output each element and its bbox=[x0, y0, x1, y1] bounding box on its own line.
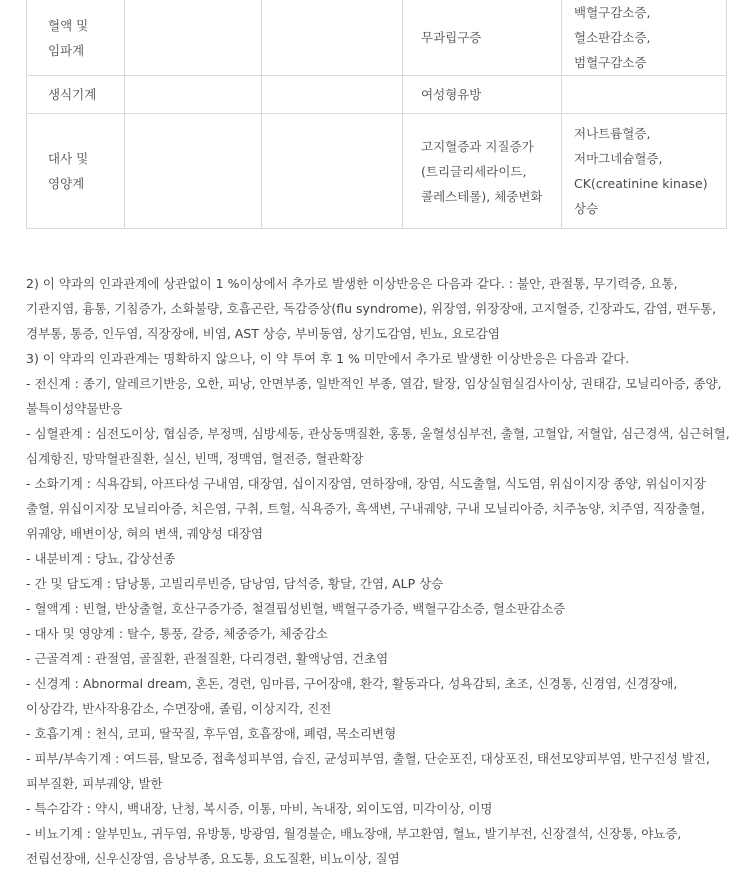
table-cell: 고지혈증과 지질증가(트리글리세라이드, 콜레스테롤), 체중변화 bbox=[403, 114, 562, 229]
table-cell: 여성형유방 bbox=[403, 76, 562, 114]
list-item-special-senses: - 특수감각 : 약시, 백내장, 난청, 복시증, 이통, 마비, 녹내장, 외이도염, 미각이상, 이명 bbox=[26, 801, 493, 816]
table-cell-system: 혈액 및 임파계 bbox=[27, 0, 125, 76]
list-item-nervous: - 신경계 : Abnormal dream, 혼돈, 경련, 임마름, 구어장애, 환각, 활동과다, 성욕감퇴, 초조, 신경통, 신경염, 신경장애, 이상감각, 반사작용감소, 수면장애, 졸림, 이상지각, 진전 bbox=[26, 676, 678, 716]
table-row-reproductive bbox=[27, 76, 727, 114]
table-cell: 백혈구감소증, 혈소판감소증, 범혈구감소증 bbox=[562, 0, 727, 76]
table-row-blood-lymph bbox=[27, 0, 727, 76]
list-item-general: - 전신계 : 종기, 알레르기반응, 오한, 피낭, 안면부종, 일반적인 부종, 열감, 탈장, 임상실험실검사이상, 권태감, 모닐리아증, 종양, 불특이성약물반응 bbox=[26, 376, 722, 416]
list-item-respiratory: - 호흡기계 : 천식, 코피, 딸꾹질, 후두염, 호흡장애, 폐렴, 목소리변형 bbox=[26, 726, 397, 741]
list-item-urogenital: - 비뇨기계 : 알부민뇨, 귀두염, 유방통, 방광염, 월경불순, 배뇨장애, 부고환염, 혈뇨, 발기부전, 신장결석, 신장통, 야뇨증, 전립선장애, 신우신장염, 음낭부종, 요도통, 요도질환, 비뇨이상, 질염 bbox=[26, 826, 682, 866]
adverse-reaction-text bbox=[26, 271, 732, 871]
table-cell bbox=[262, 76, 403, 114]
table-cell bbox=[125, 76, 262, 114]
list-item-endocrine: - 내분비계 : 당뇨, 갑상선종 bbox=[26, 551, 176, 566]
table-cell bbox=[125, 114, 262, 229]
table-cell bbox=[125, 0, 262, 76]
adverse-reaction-table bbox=[26, 0, 727, 229]
table-cell bbox=[562, 76, 727, 114]
table-cell: 무과립구증 bbox=[403, 0, 562, 76]
list-item-blood: - 혈액계 : 빈혈, 반상출혈, 호산구증가증, 철결핍성빈혈, 백혈구증가증, 백혈구감소증, 혈소판감소증 bbox=[26, 601, 566, 616]
list-item-digestive: - 소화기계 : 식욕감퇴, 아프타성 구내염, 대장염, 십이지장염, 연하장애, 장염, 식도출혈, 식도염, 위십이지장 종양, 위십이지장 출혈, 위십이지장 모닐리아증, 치은염, 구취, 트헐, 식욕증가, 흑색변, 구내궤양, 구내 모닐리아증, 치주농양, 치주염, 직장출혈, 위궤양, 배변이상, 혀의 변색, 궤양성 대장염 bbox=[26, 476, 706, 541]
table-cell-system: 생식기계 bbox=[27, 76, 125, 114]
list-item-cardiovascular: - 심혈관계 : 심전도이상, 협심증, 부정맥, 심방세동, 관상동맥질환, 홍통, 울혈성심부전, 출혈, 고혈압, 저혈압, 심근경색, 심근허혈, 심계항진, 망막혈관질환, 실신, 빈맥, 정맥염, 혈전증, 혈관확장 bbox=[26, 426, 730, 466]
table-cell bbox=[262, 0, 403, 76]
paragraph-item-2: 2) 이 약과의 인과관계에 상관없이 1 %이상에서 추가로 발생한 이상반응은 다음과 같다. : 불안, 관절통, 무기력증, 요통, 기관지염, 흉통, 기침증가, 소화불량, 호흡곤란, 독감증상(flu syndrome), 위장염, 위장장애, 고지혈증, 긴장과도, 감염, 편두통, 경부통, 통증, 인두염, 직장장애, 비염, AST 상승, 부비동염, 상기도감염, 빈뇨, 요로감염 bbox=[26, 276, 717, 341]
paragraph-item-3: 3) 이 약과의 인과관계는 명확하지 않으나, 이 약 투여 후 1 % 미만에서 추가로 발생한 이상반응은 다음과 같다. bbox=[26, 351, 630, 366]
table-cell: 저나트륨혈증, 저마그네슘혈증, CK(creatinine kinase)상승 bbox=[562, 114, 727, 229]
table-cell-system: 대사 및 영양계 bbox=[27, 114, 125, 229]
list-item-musculoskeletal: - 근골격계 : 관절염, 골질환, 관절질환, 다리경련, 활액낭염, 건초염 bbox=[26, 651, 389, 666]
table-row-metabolic bbox=[27, 114, 727, 229]
table-cell bbox=[262, 114, 403, 229]
list-item-skin: - 피부/부속기계 : 여드름, 탈모증, 접촉성피부염, 습진, 균성피부염, 출혈, 단순포진, 대상포진, 태선모양피부염, 반구진성 발진, 피부질환, 피부궤양, 발한 bbox=[26, 751, 710, 791]
list-item-hepatobiliary: - 간 및 담도계 : 담낭통, 고빌리루빈증, 담낭염, 담석증, 황달, 간염, ALP 상승 bbox=[26, 576, 444, 591]
list-item-metabolic: - 대사 및 영양계 : 탈수, 통풍, 갈증, 체중증가, 체중감소 bbox=[26, 626, 328, 641]
